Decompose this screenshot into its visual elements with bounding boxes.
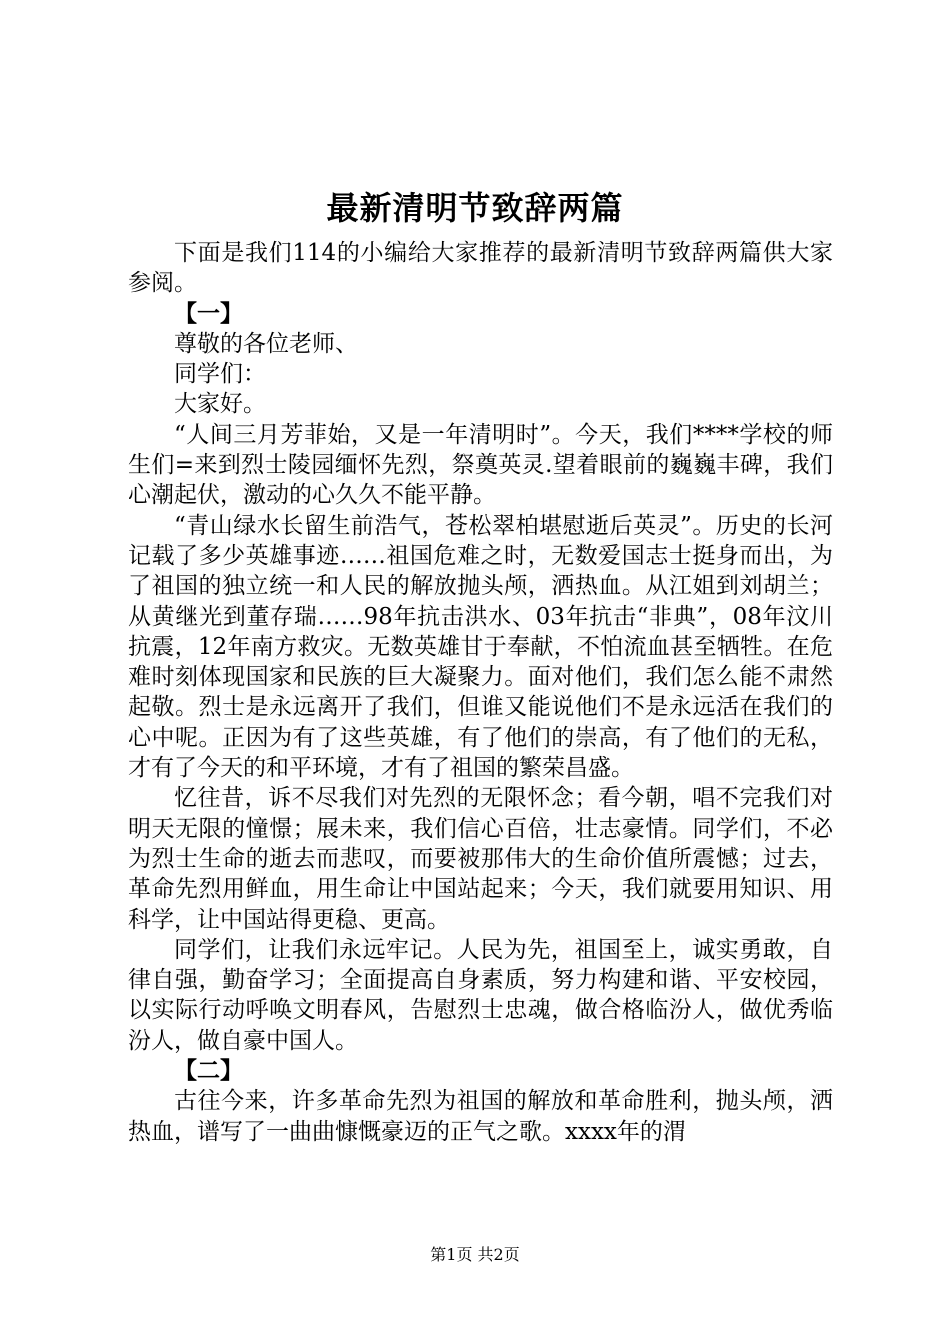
salutation-line: 尊敬的各位老师、: [174, 330, 358, 357]
section-heading-one: 【一】: [174, 299, 243, 327]
body-paragraph: “人间三月芳菲始，又是一年清明时”。今天，我们****学校的师生们=来到烈士陵园缅怀先烈，祭奠英灵.望着眼前的巍巍丰碑，我们心潮起伏，激动的心久久不能平静。: [128, 421, 833, 509]
salutation-line: 同学们：: [174, 361, 266, 388]
document-title: 最新清明节致辞两篇: [326, 189, 624, 227]
document-body: [128, 238, 833, 1147]
body-paragraph: “青山绿水长留生前浩气，苍松翠柏堪慰逝后英灵”。历史的长河记载了多少英雄事迹……祖国危难之时，无数爱国志士挺身而出，为了祖国的独立统一和人民的解放抛头颅，洒热血。从江姐到刘胡兰；从黄继光到董存瑞……98年抗击洪水、03年抗击“非典”，08年汶川抗震，12年南方救灾。无数英雄甘于奉献，不怕流血甚至牺牲。在危难时刻体现国家和民族的巨大凝聚力。面对他们，我们怎么能不肃然起敬。烈士是永远离开了我们，但谁又能说他们不是永远活在我们的心中呢。正因为有了这些英雄，有了他们的崇高，有了他们的无私，才有了今天的和平环境，才有了祖国的繁荣昌盛。: [128, 512, 833, 782]
body-paragraph: 古往今来，许多革命先烈为祖国的解放和革命胜利，抛头颅，洒热血，谱写了一曲曲慷慨豪迈的正气之歌。xxxx年的渭: [128, 1088, 833, 1145]
greeting-line: 大家好。: [174, 391, 266, 418]
body-paragraph: 同学们，让我们永远牢记。人民为先，祖国至上，诚实勇敢，自律自强，勤奋学习；全面提高自身素质，努力构建和谐、平安校园，以实际行动呼唤文明春风，告慰烈士忠魂，做合格临汾人，做优秀临汾人，做自豪中国人。: [128, 936, 833, 1054]
section-heading-two: 【二】: [174, 1057, 243, 1085]
page-footer: 第1页 共2页: [430, 1245, 520, 1264]
body-paragraph: 忆往昔，诉不尽我们对先烈的无限怀念；看今朝，唱不完我们对明天无限的憧憬；展未来，我们信心百倍，壮志豪情。同学们，不必为烈士生命的逝去而悲叹，而要被那伟大的生命价值所震憾；过去，革命先烈用鲜血，用生命让中国站起来；今天，我们就要用知识、用科学，让中国站得更稳、更高。: [128, 785, 833, 933]
intro-paragraph: 下面是我们114的小编给大家推荐的最新清明节致辞两篇供大家参阅。: [128, 240, 833, 297]
